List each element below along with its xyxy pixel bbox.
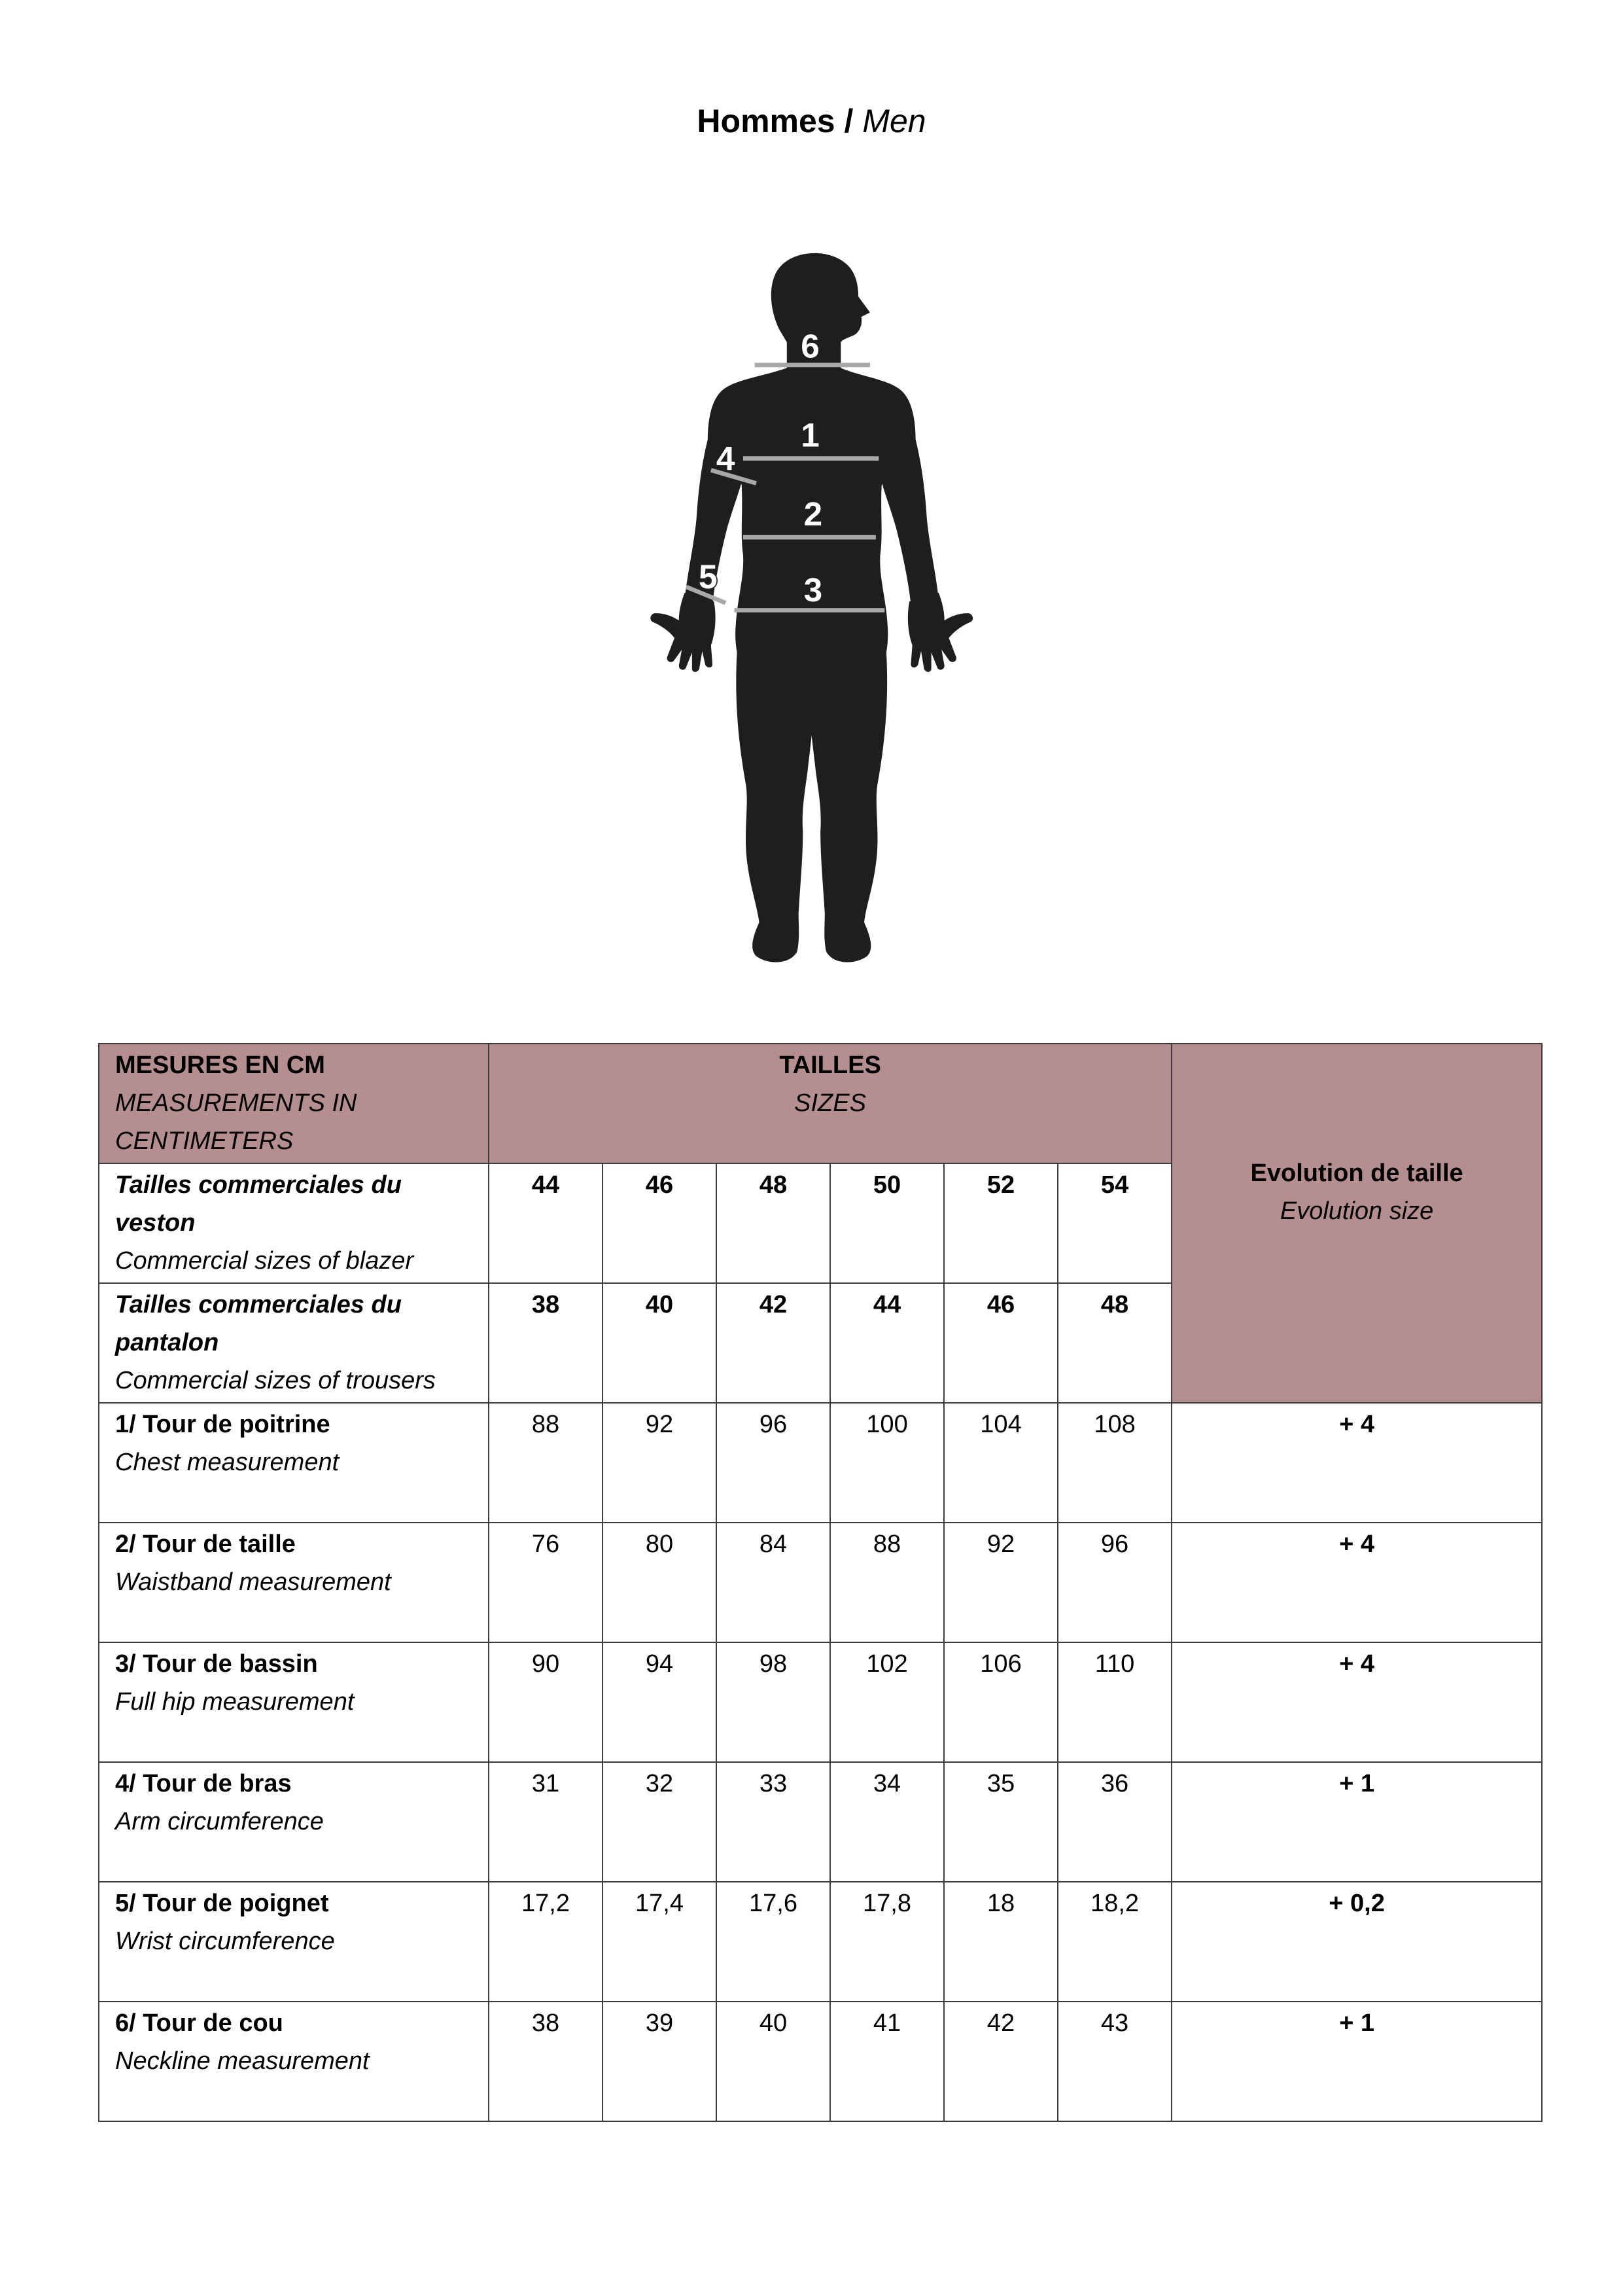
neck-value-cell: 43 bbox=[1058, 2002, 1172, 2121]
neck-value-cell: 41 bbox=[830, 2002, 944, 2121]
chest-value-cell: 96 bbox=[716, 1403, 830, 1523]
arm-value-cell: 32 bbox=[602, 1762, 716, 1882]
wrist-measurement-row bbox=[99, 1882, 1542, 2002]
title-french: Hommes / bbox=[697, 103, 854, 139]
hip-value-cell: 110 bbox=[1058, 1642, 1172, 1762]
chest-value-cell: 92 bbox=[602, 1403, 716, 1523]
header-row bbox=[99, 1044, 1542, 1163]
chest-evolution-cell: + 4 bbox=[1172, 1403, 1542, 1523]
trousers-size-cell: 40 bbox=[602, 1283, 716, 1403]
hip-value-cell: 102 bbox=[830, 1642, 944, 1762]
hip-number-label: 3 bbox=[803, 571, 823, 609]
arm-value-cell: 31 bbox=[489, 1762, 602, 1882]
hip-value-cell: 106 bbox=[944, 1642, 1058, 1762]
arm-value-cell: 33 bbox=[716, 1762, 830, 1882]
chest-label-fr: 1/ Tour de poitrine bbox=[115, 1411, 330, 1438]
hip-measurement-row bbox=[99, 1642, 1542, 1762]
arm-measurement-row bbox=[99, 1762, 1542, 1882]
sizes-header-cell bbox=[489, 1044, 1172, 1163]
trousers-size-cell: 48 bbox=[1058, 1283, 1172, 1403]
right-hand-silhouette bbox=[908, 593, 973, 672]
measures-header-en: MEASUREMENTS IN CENTIMETERS bbox=[115, 1089, 357, 1155]
chest-value-cell: 108 bbox=[1058, 1403, 1172, 1523]
arm-label-cell bbox=[99, 1762, 489, 1882]
wrist-value-cell: 18,2 bbox=[1058, 1882, 1172, 2002]
wrist-label-fr: 5/ Tour de poignet bbox=[115, 1890, 329, 1917]
measures-header-cell bbox=[99, 1044, 489, 1163]
wrist-value-cell: 17,6 bbox=[716, 1882, 830, 2002]
neck-measurement-row bbox=[99, 2002, 1542, 2121]
arm-value-cell: 35 bbox=[944, 1762, 1058, 1882]
trousers-sizes-label-fr: Tailles commerciales du pantalon bbox=[115, 1291, 402, 1356]
neck-number-label: 6 bbox=[801, 327, 820, 365]
wrist-label-en: Wrist circumference bbox=[115, 1928, 335, 1955]
neck-evolution-cell: + 1 bbox=[1172, 2002, 1542, 2121]
chest-value-cell: 88 bbox=[489, 1403, 602, 1523]
hip-value-cell: 90 bbox=[489, 1642, 602, 1762]
page-title bbox=[0, 100, 1623, 142]
blazer-size-cell: 50 bbox=[830, 1163, 944, 1283]
hip-label-fr: 3/ Tour de bassin bbox=[115, 1650, 318, 1678]
wrist-value-cell: 17,8 bbox=[830, 1882, 944, 2002]
blazer-sizes-label-en: Commercial sizes of blazer bbox=[115, 1247, 414, 1275]
blazer-sizes-label-fr: Tailles commerciales du veston bbox=[115, 1171, 402, 1237]
waist-label-fr: 2/ Tour de taille bbox=[115, 1530, 296, 1558]
neck-label-fr: 6/ Tour de cou bbox=[115, 2009, 283, 2037]
evolution-header-cell bbox=[1172, 1044, 1542, 1403]
neck-label-cell bbox=[99, 2002, 489, 2121]
blazer-size-cell: 44 bbox=[489, 1163, 602, 1283]
neck-value-cell: 42 bbox=[944, 2002, 1058, 2121]
evolution-header-en: Evolution size bbox=[1280, 1197, 1434, 1225]
trousers-sizes-label-cell bbox=[99, 1283, 489, 1403]
waist-value-cell: 88 bbox=[830, 1523, 944, 1642]
hip-label-en: Full hip measurement bbox=[115, 1688, 355, 1716]
arm-evolution-cell: + 1 bbox=[1172, 1762, 1542, 1882]
waist-number-label: 2 bbox=[803, 495, 823, 533]
waist-value-cell: 76 bbox=[489, 1523, 602, 1642]
trousers-size-cell: 46 bbox=[944, 1283, 1058, 1403]
blazer-size-cell: 46 bbox=[602, 1163, 716, 1283]
wrist-label-cell bbox=[99, 1882, 489, 2002]
waist-value-cell: 96 bbox=[1058, 1523, 1172, 1642]
waist-measurement-row bbox=[99, 1523, 1542, 1642]
chest-number-label: 1 bbox=[801, 416, 820, 454]
wrist-value-cell: 17,4 bbox=[602, 1882, 716, 2002]
waist-label-cell bbox=[99, 1523, 489, 1642]
waist-evolution-cell: + 4 bbox=[1172, 1523, 1542, 1642]
sizes-header-en: SIZES bbox=[794, 1089, 866, 1117]
waist-value-cell: 80 bbox=[602, 1523, 716, 1642]
wrist-value-cell: 18 bbox=[944, 1882, 1058, 2002]
blazer-sizes-label-cell bbox=[99, 1163, 489, 1283]
trousers-size-cell: 42 bbox=[716, 1283, 830, 1403]
neck-label-en: Neckline measurement bbox=[115, 2047, 370, 2075]
hip-evolution-cell: + 4 bbox=[1172, 1642, 1542, 1762]
trousers-sizes-label-en: Commercial sizes of trousers bbox=[115, 1367, 436, 1394]
hip-value-cell: 98 bbox=[716, 1642, 830, 1762]
arm-number-label: 4 bbox=[716, 440, 735, 478]
hip-label-cell bbox=[99, 1642, 489, 1762]
blazer-size-cell: 52 bbox=[944, 1163, 1058, 1283]
arm-label-fr: 4/ Tour de bras bbox=[115, 1770, 292, 1797]
waist-label-en: Waistband measurement bbox=[115, 1568, 391, 1596]
measures-header-fr: MESURES EN CM bbox=[115, 1051, 325, 1079]
wrist-number-label: 5 bbox=[699, 557, 718, 595]
neck-value-cell: 40 bbox=[716, 2002, 830, 2121]
title-english: Men bbox=[862, 103, 926, 139]
left-hand-silhouette bbox=[650, 593, 715, 672]
chest-label-cell bbox=[99, 1403, 489, 1523]
hip-value-cell: 94 bbox=[602, 1642, 716, 1762]
trousers-size-cell: 38 bbox=[489, 1283, 602, 1403]
wrist-value-cell: 17,2 bbox=[489, 1882, 602, 2002]
arm-value-cell: 34 bbox=[830, 1762, 944, 1882]
arm-label-en: Arm circumference bbox=[115, 1808, 324, 1835]
sizes-header-fr: TAILLES bbox=[779, 1051, 881, 1079]
chest-label-en: Chest measurement bbox=[115, 1449, 340, 1476]
chest-value-cell: 104 bbox=[944, 1403, 1058, 1523]
wrist-evolution-cell: + 0,2 bbox=[1172, 1882, 1542, 2002]
neck-value-cell: 38 bbox=[489, 2002, 602, 2121]
neck-value-cell: 39 bbox=[602, 2002, 716, 2121]
blazer-size-cell: 48 bbox=[716, 1163, 830, 1283]
arm-value-cell: 36 bbox=[1058, 1762, 1172, 1882]
waist-value-cell: 92 bbox=[944, 1523, 1058, 1642]
evolution-header-fr: Evolution de taille bbox=[1250, 1159, 1463, 1187]
waist-value-cell: 84 bbox=[716, 1523, 830, 1642]
chest-value-cell: 100 bbox=[830, 1403, 944, 1523]
size-chart-table bbox=[98, 1043, 1543, 2122]
trousers-size-cell: 44 bbox=[830, 1283, 944, 1403]
body-measurement-figure bbox=[642, 248, 978, 971]
blazer-size-cell: 54 bbox=[1058, 1163, 1172, 1283]
chest-measurement-row bbox=[99, 1403, 1542, 1523]
